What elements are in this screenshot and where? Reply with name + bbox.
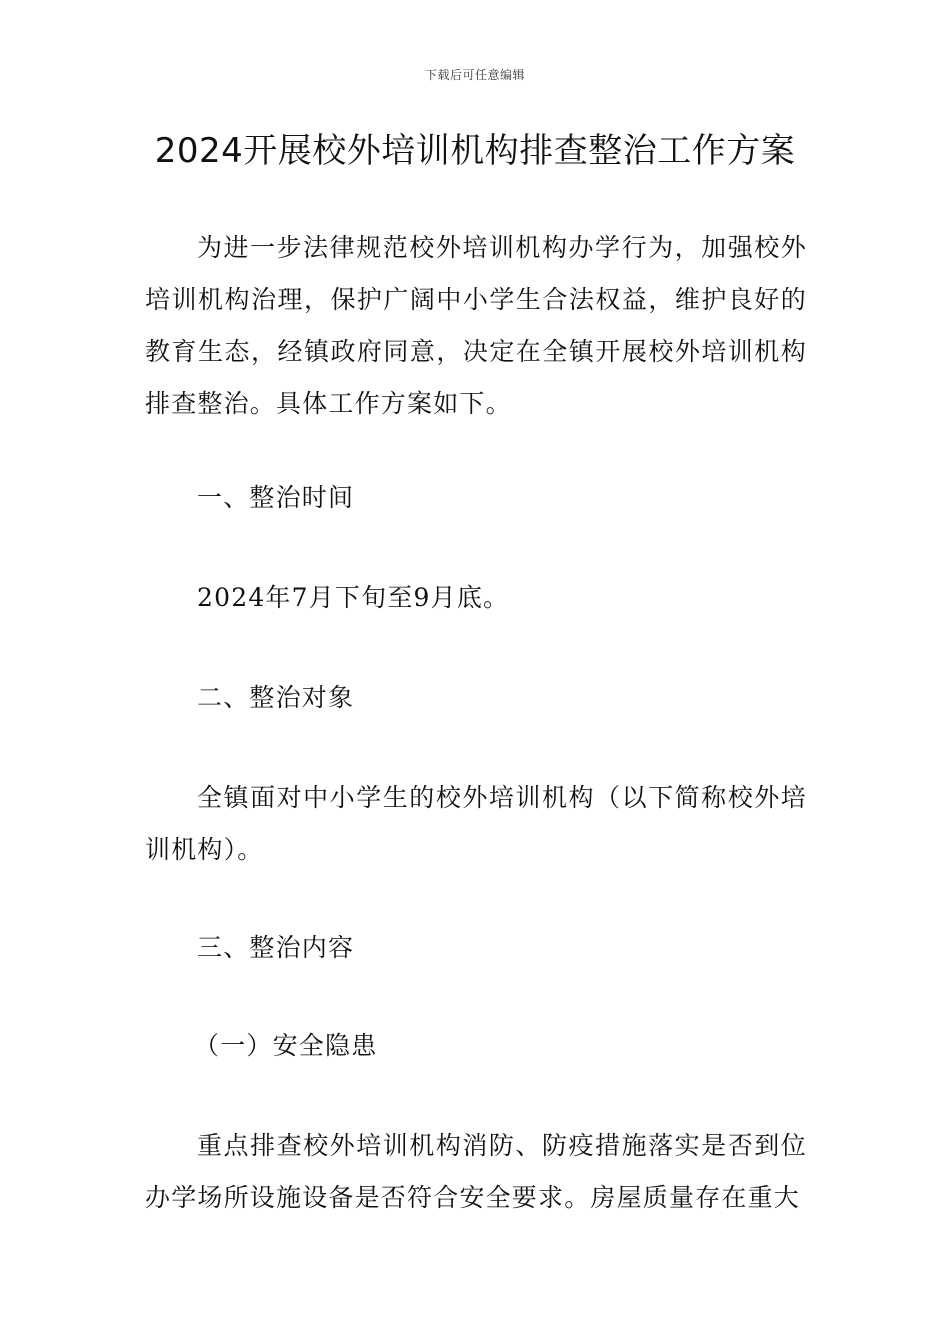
section-heading-time: 一、整治时间 xyxy=(197,483,355,512)
section-text-time: 2024年7月下旬至9月底。 xyxy=(197,583,510,612)
section-text-target: 全镇面对中小学生的校外培训机构（以下简称校外培训机构）。 xyxy=(145,783,807,864)
header-note: 下载后可任意编辑 xyxy=(424,68,525,82)
subsection-heading-safety: （一）安全隐患 xyxy=(194,1031,378,1060)
intro-paragraph: 为进一步法律规范校外培训机构办学行为，加强校外培训机构治理，保护广阔中小学生合法权益，维护良好的教育生态，经镇政府同意，决定在全镇开展校外培训机构排查整治。具体工作方案如下。 xyxy=(145,233,807,418)
subsection-text-safety: 重点排查校外培训机构消防、防疫措施落实是否到位办学场所设施设备是否符合安全要求。房屋质量存在重大 xyxy=(145,1131,807,1212)
document-title: 2024开展校外培训机构排查整治工作方案 xyxy=(154,131,796,171)
section-heading-content: 三、整治内容 xyxy=(197,933,355,962)
section-heading-target: 二、整治对象 xyxy=(197,683,355,712)
